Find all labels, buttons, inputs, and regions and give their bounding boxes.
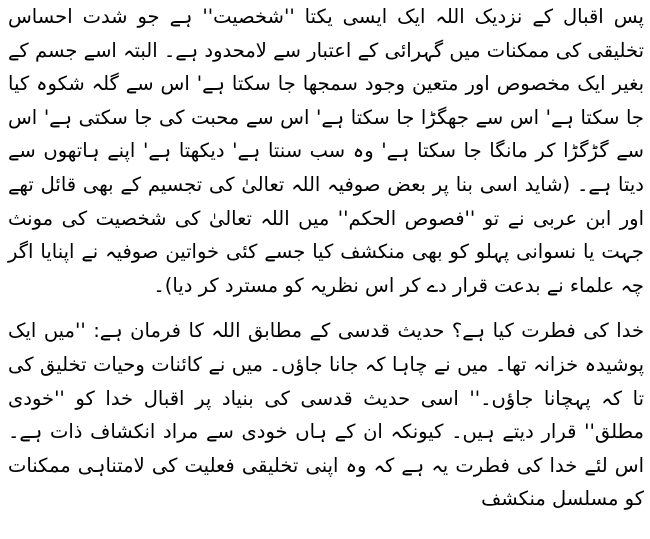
paragraph-iqbal-god-personality: پس اقبال کے نزدیک اللہ ایک ایسی یکتا ''شخصیت'' ہے جو شدت احساس تخلیقی کی ممکنات میں گہرائی کے اعتبار سے لامحدود ہے۔ البتہ اسے جسم کے بغیر ایک مخصوص اور متعین وجود سمجھا جا سکتا ہے' اس سے گلہ شکوہ کیا جا سکتا ہے' اس سے جھگڑا جا سکتا ہے' اس سے محبت کی جا سکتی ہے' اس سے گڑگڑا کر مانگا جا سکتا ہے' وہ سب سنتا ہے' دیکھتا ہے' اپنے ہاتھوں سے دیتا ہے۔ (شاید اسی بنا پر بعض صوفیہ اللہ تعالیٰ کی تجسیم کے بھی قائل تھے اور ابن عربی نے تو ''فصوص الحکم'' میں اللہ تعالیٰ کی شخصیت کی مونث جہت یا نسوانی پہلو کو بھی منکشف کیا جسے کئی خواتین صوفیہ نے اپنایا اگر چہ علماء نے بدعت قرار دے کر اس نظریہ کو مسترد کر دیا)۔ [8,5,644,297]
paragraph-nature-of-god: خدا کی فطرت کیا ہے؟ حدیث قدسی کے مطابق اللہ کا فرمان ہے: ''میں ایک پوشیدہ خزانہ تھا۔ میں نے چاہا کہ جانا جاؤں۔ میں نے کائنات وحیات تخلیق کی تا کہ پہچانا جاؤں۔'' اسی حدیث قدسی کی بنیاد پر اقبال خدا کو ''خودی مطلق'' قرار دیتے ہیں۔ کیونکہ ان کے ہاں خودی سے مراد انکشاف ذات ہے۔ اس لئے خدا کی فطرت یہ ہے کہ وہ اپنی تخلیقی فعلیت کی لامتناہی ممکنات کو مسلسل منکشف [8,319,644,511]
